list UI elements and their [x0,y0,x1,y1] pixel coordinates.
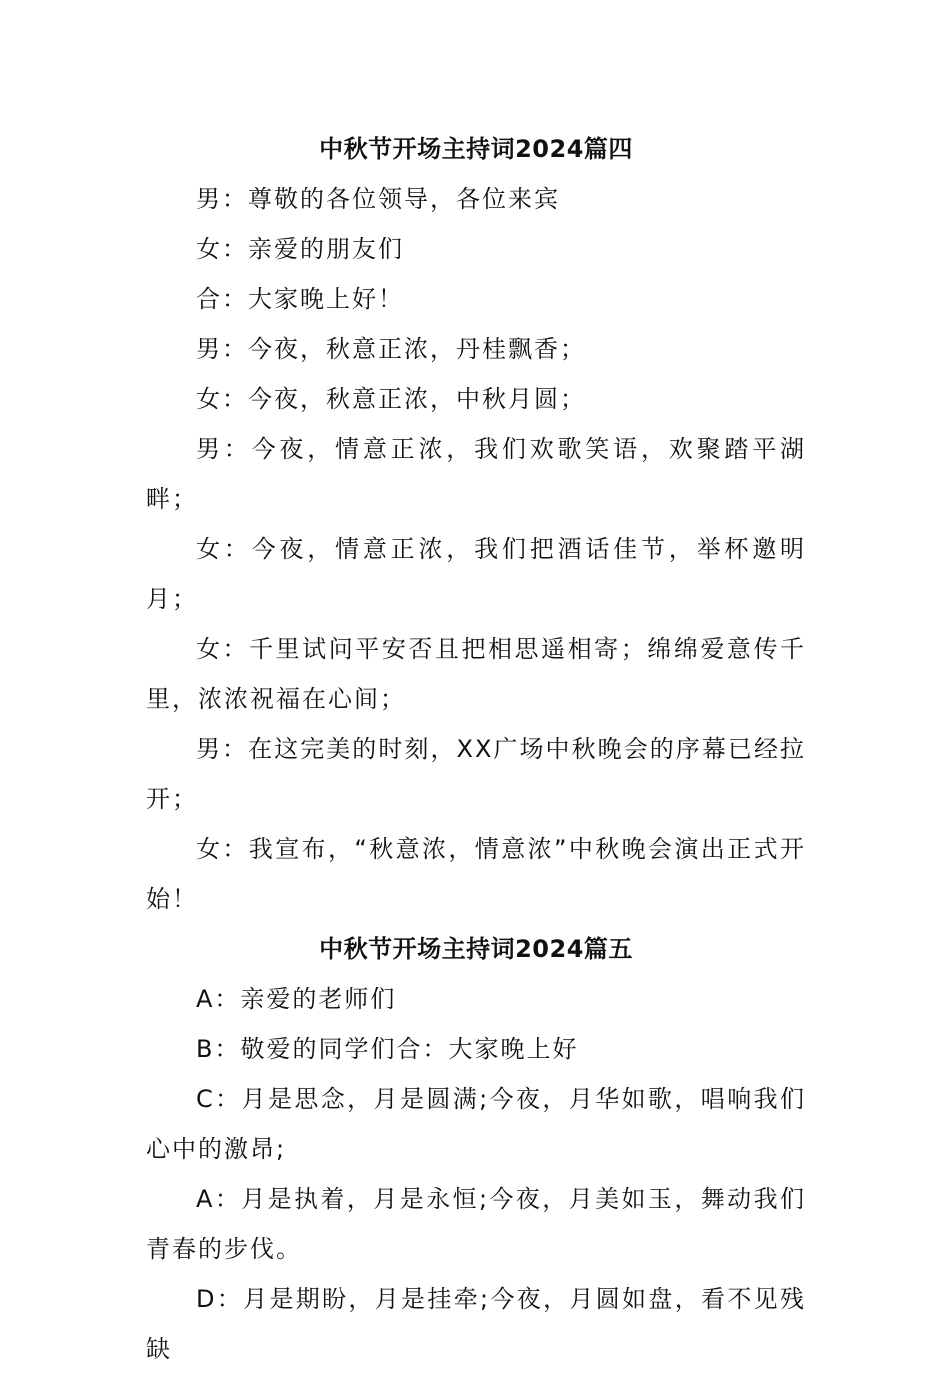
dialogue-line: B：敬爱的同学们合：大家晚上好 [196,1035,579,1063]
dialogue-line: 女：我宣布，“秋意浓，情意浓”中秋晚会演出正式开始！ [146,835,806,913]
document-body [146,124,806,1374]
dialogue-line: 男：尊敬的各位领导，各位来宾 [196,185,560,213]
dialogue-line: 女：今夜，秋意正浓，中秋月圆； [196,385,586,413]
dialogue-line: 女：亲爱的朋友们 [196,235,404,263]
dialogue-line: 男：今夜，情意正浓，我们欢歌笑语，欢聚踏平湖畔； [146,435,806,513]
dialogue-line: A：月是执着，月是永恒;今夜，月美如玉，舞动我们青春的步伐。 [146,1185,806,1263]
dialogue-line: C：月是思念，月是圆满;今夜，月华如歌，唱响我们心中的激昂; [146,1085,806,1163]
dialogue-line: 女：今夜，情意正浓，我们把酒话佳节，举杯邀明月； [146,535,806,613]
section-title-4: 中秋节开场主持词2024篇四 [319,135,633,163]
section-title-5: 中秋节开场主持词2024篇五 [319,935,633,963]
dialogue-line: D：月是期盼，月是挂牵;今夜，月圆如盘，看不见残缺 [146,1285,806,1363]
dialogue-line: 女：千里试问平安否且把相思遥相寄；绵绵爱意传千里，浓浓祝福在心间； [146,635,806,713]
dialogue-line: 合：大家晚上好！ [196,285,404,313]
dialogue-line: 男：今夜，秋意正浓，丹桂飘香； [196,335,586,363]
dialogue-line: A：亲爱的老师们 [196,985,397,1013]
dialogue-line: 男：在这完美的时刻，XX广场中秋晚会的序幕已经拉开； [146,735,806,813]
